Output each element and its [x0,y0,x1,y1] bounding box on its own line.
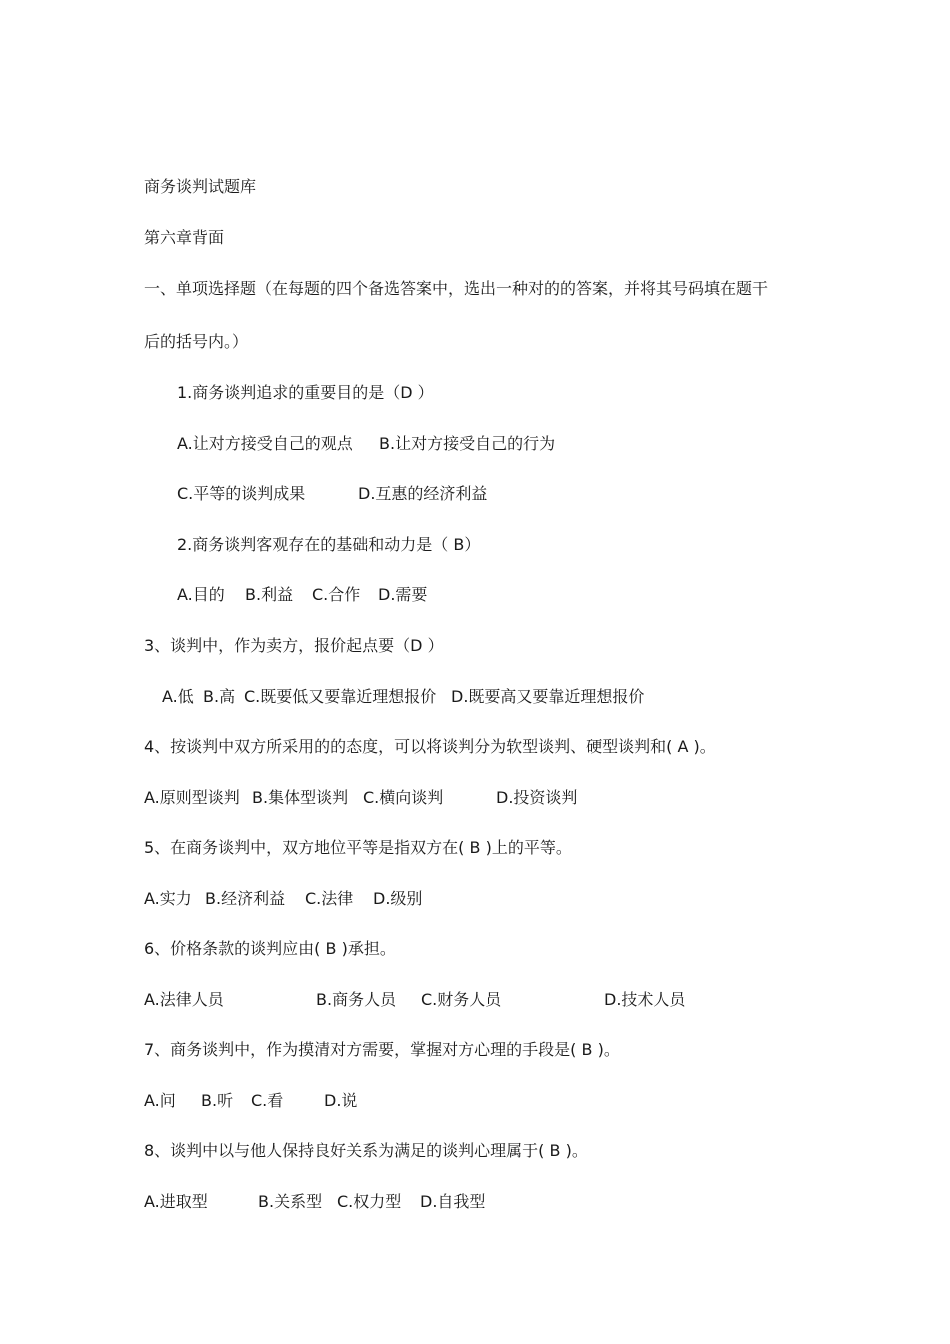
option-b: B.高 [203,687,236,706]
option-d: D.需要 [378,585,428,604]
option-a: A.让对方接受自己的观点 [177,434,353,453]
option-c: C.财务人员 [421,990,502,1009]
option-b: B.关系型 [258,1192,323,1211]
question-stem-text: 1.商务谈判追求的重要目的是（D ） [177,383,434,402]
option-d: D.级别 [373,889,423,908]
question-stem-text: 8、谈判中以与他人保持良好关系为满足的谈判心理属于( B )。 [144,1141,588,1160]
option-b: B.经济利益 [205,889,286,908]
document-title-text: 商务谈判试题库 [144,177,257,196]
option-b: B.让对方接受自己的行为 [379,434,556,453]
option-d: D.自我型 [420,1192,486,1211]
option-a: A.低 [162,687,194,706]
section-heading-text-2: 后的括号内。） [144,332,249,351]
option-c: C.既要低又要靠近理想报价 [244,687,437,706]
option-c: C.法律 [305,889,354,908]
option-a: A.实力 [144,889,192,908]
option-b: B.集体型谈判 [252,788,349,807]
question-stem-text: 4、按谈判中双方所采用的的态度，可以将谈判分为软型谈判、硬型谈判和( A )。 [144,737,716,756]
option-c: C.横向谈判 [363,788,444,807]
option-c: C.平等的谈判成果 [177,484,306,503]
option-d: D.投资谈判 [496,788,578,807]
option-b: B.利益 [245,585,294,604]
chapter-heading-text: 第六章背面 [144,228,225,247]
question-stem-text: 3、谈判中，作为卖方，报价起点要（D ） [144,636,444,655]
option-c: C.合作 [312,585,361,604]
option-a: A.原则型谈判 [144,788,240,807]
option-d: D.说 [324,1091,358,1110]
option-a: A.目的 [177,585,225,604]
option-a: A.问 [144,1091,176,1110]
option-c: C.看 [251,1091,284,1110]
option-d: D.技术人员 [604,990,686,1009]
option-a: A.进取型 [144,1192,208,1211]
section-heading-text-1: 一、单项选择题（在每题的四个备选答案中，选出一种对的的答案，并将其号码填在题干 [144,279,769,298]
option-b: B.商务人员 [316,990,397,1009]
option-c: C.权力型 [337,1192,402,1211]
option-d: D.既要高又要靠近理想报价 [451,687,645,706]
question-stem-text: 5、在商务谈判中，双方地位平等是指双方在( B )上的平等。 [144,838,572,857]
option-a: A.法律人员 [144,990,224,1009]
option-d: D.互惠的经济利益 [358,484,488,503]
option-b: B.听 [201,1091,234,1110]
question-stem-text: 2.商务谈判客观存在的基础和动力是（ B） [177,535,481,554]
question-stem-text: 6、价格条款的谈判应由( B )承担。 [144,939,396,958]
question-stem-text: 7、商务谈判中，作为摸清对方需要，掌握对方心理的手段是( B )。 [144,1040,620,1059]
